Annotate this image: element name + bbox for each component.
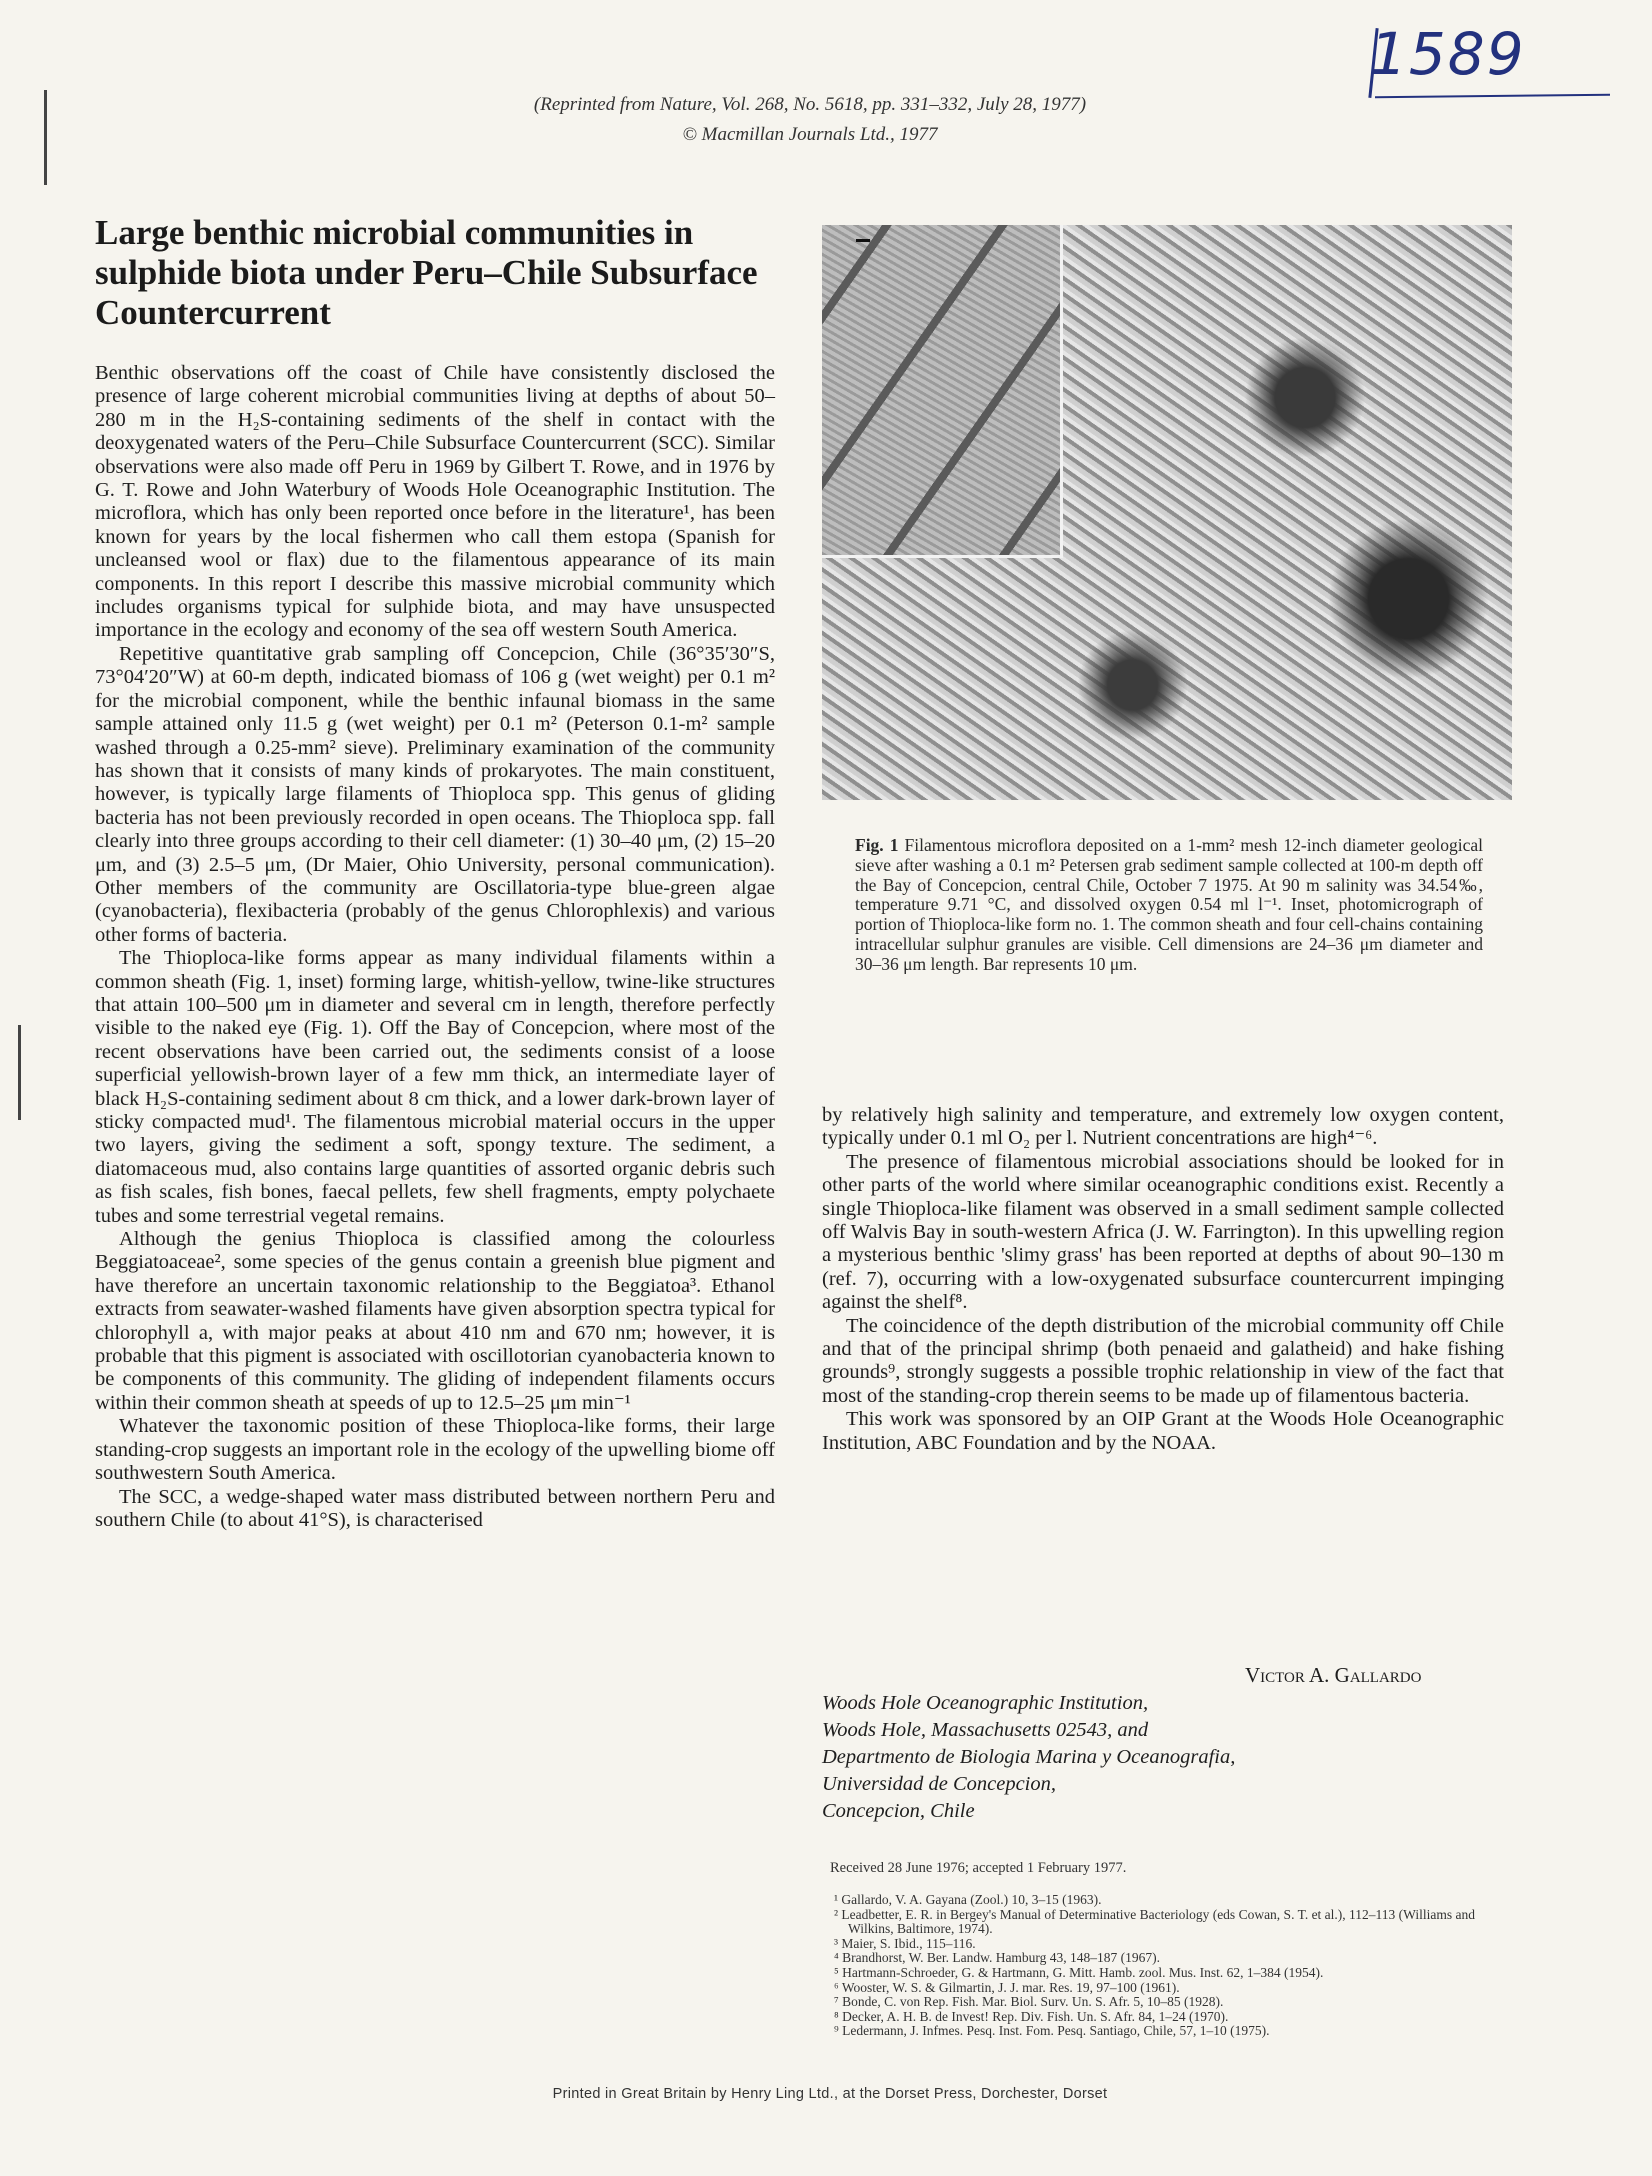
author-affiliation (822, 1690, 1235, 1825)
received-date: Received 28 June 1976; accepted 1 February 1977. (830, 1860, 1127, 1876)
annotation-underline (1375, 94, 1610, 98)
figure-inset-photomicrograph (822, 225, 1063, 558)
paragraph: The Thioploca-like forms appear as many individual filaments within a common sheath (Fig. 1, inset) forming large, whitish-yellow, twine-like structures that attain 100–500 μm in diameter and several cm in length, therefore perfectly visible to the naked eye (Fig. 1). Off the Bay of Concepcion, where most of the recent observations have been carried out, the sediments consist of a loose superficial yellowish-brown layer of a few mm thick, an intermediate layer of black H₂S-containing sediment about 8 cm thick, and a lower dark-brown layer of sticky compacted mud¹. The filamentous microbial material occurs in the upper two layers, giving the sediment a soft, spongy texture. The sediment, a diatomaceous mud, also contains large quantities of assorted organic debris such as fish scales, fish bones, faecal pellets, few shell fragments, empty polychaete tubes and some terrestrial vegetal remains. (95, 947, 775, 1227)
reference-item: ¹ Gallardo, V. A. Gayana (Zool.) 10, 3–15 (1963). (834, 1892, 1102, 1907)
affiliation-line: Departmento de Biologia Marina y Oceanografia, (822, 1746, 1236, 1768)
reprint-line: (Reprinted from Nature, Vol. 268, No. 5618, pp. 331–332, July 28, 1977) (533, 94, 1087, 115)
right-column (822, 1104, 1504, 1455)
paragraph: Although the genius Thioploca is classified among the colourless Beggiatoaceae², some species of the genus contain a greenish blue pigment and have therefore an uncertain taxonomic relationship to the Beggiatoa³. Ethanol extracts from seawater-washed filaments have given absorption spectra typical for chlorophyll a, with major peaks at about 410 nm and 670 nm; however, it is probable that this pigment is associated with oscillotorian cyanobacteria known to be components of this community. The gliding of independent filaments occurs within their common sheath at speeds of up to 12.5–25 μm min⁻¹ (95, 1228, 775, 1414)
paragraph: Repetitive quantitative grab sampling off Concepcion, Chile (36°35′30″S, 73°04′20″W) at 60-m depth, indicated biomass of 106 g (wet weight) per 0.1 m² for the microbial component, while the benthic infaunal biomass in the same sample attained only 11.5 g (wet weight) per 0.1 m² (Peterson 0.1-m² sample washed through a 0.25-mm² sieve). Preliminary examination of the community has shown that it consists of many kinds of prokaryotes. The main constituent, however, is typically large filaments of Thioploca spp. This genus of gliding bacteria has not been previously recorded in open oceans. The Thioploca spp. fall clearly into three groups according to their cell diameter: (1) 30–40 μm, (2) 15–20 μm, and (3) 2.5–5 μm, (Dr Maier, Ohio University, personal communication). Other members of the community are Oscillatoria-type blue-green algae (cyanobacteria), flexibacteria (probably of the genus Chlorophlexis) and various other forms of bacteria. (95, 642, 775, 946)
figure-caption (855, 836, 1483, 975)
reprint-header (300, 90, 1320, 150)
scale-bar (856, 239, 870, 242)
copyright-line: © Macmillan Journals Ltd., 1977 (682, 124, 938, 145)
figure-photograph (822, 225, 1512, 800)
article-title: Large benthic microbial communities in sulphide biota under Peru–Chile Subsurface Countercurrent (95, 213, 758, 332)
reference-item: ⁷ Bonde, C. von Rep. Fish. Mar. Biol. Surv. Un. S. Afr. 5, 10–85 (1928). (834, 1994, 1224, 2010)
affiliation-line: Woods Hole Oceanographic Institution, (822, 1692, 1149, 1714)
printer-imprint: Printed in Great Britain by Henry Ling Ltd., at the Dorset Press, Dorchester, Dorset (552, 2086, 1108, 2102)
paragraph: This work was sponsored by an OIP Grant at the Woods Hole Oceanographic Institution, ABC Foundation and by the NOAA. (822, 1408, 1504, 1454)
paragraph: The coincidence of the depth distribution of the microbial community off Chile and that of the principal shrimp (both penaeid and galatheid) and hake fishing grounds⁹, strongly suggests a possible trophic relationship in view of the fact that most of the standing-crop therein seems to be made up of filamentous bacteria. (822, 1314, 1504, 1407)
paragraph: Whatever the taxonomic position of these Thioploca-like forms, their large standing-crop suggests an important role in the ecology of the upwelling biome off southwestern South America. (95, 1415, 775, 1485)
reference-list (830, 1893, 1510, 2039)
reference-item: ⁴ Brandhorst, W. Ber. Landw. Hamburg 43, 148–187 (1967). (834, 1950, 1161, 1966)
reference-item: ³ Maier, S. Ibid., 115–116. (834, 1935, 976, 1951)
caption-text: Filamentous microflora deposited on a 1-mm² mesh 12-inch diameter geological sieve after washing a 0.1 m² Petersen grab sediment sample collected at 100-m depth off the Bay of Concepcion, central Chile, October 7 1975. At 90 m salinity was 34.54‰, temperature 9.71 °C, and dissolved oxygen 0.54 ml l⁻¹. Inset, photomicrograph of portion of Thioploca-like form no. 1. The common sheath and four cell-chains containing intracellular sulphur granules are visible. Cell dimensions are 24–36 μm diameter and 30–36 μm length. Bar represents 10 μm. (855, 835, 1484, 974)
paragraph: The presence of filamentous microbial associations should be looked for in other parts of the world where similar oceanographic conditions exist. Recently a single Thioploca-like filament was observed in a small sediment sample collected off Walvis Bay in south-western Africa (J. W. Farrington). In this upwelling region a mysterious benthic 'slimy grass' has been reported at depths of about 90–130 m (ref. 7), occurring with a low-oxygenated subsurface countercurrent impinging against the shelf⁸. (822, 1150, 1504, 1314)
margin-mark-middle (18, 1025, 21, 1120)
author-signature: Victor A. Gallardo (1245, 1663, 1422, 1687)
reference-item: ⁹ Ledermann, J. Infmes. Pesq. Inst. Fom. Pesq. Santiago, Chile, 57, 1–10 (1975). (834, 2023, 1270, 2039)
caption-label: Fig. 1 (855, 835, 899, 855)
reference-item: ⁸ Decker, A. H. B. de Invest! Rep. Div. Fish. Un. S. Afr. 84, 1–24 (1970). (834, 2008, 1229, 2024)
reference-item: ⁶ Wooster, W. S. & Gilmartin, J. J. mar. Res. 19, 97–100 (1961). (834, 1979, 1180, 1995)
affiliation-line: Woods Hole, Massachusetts 02543, and (822, 1719, 1149, 1741)
paragraph: Benthic observations off the coast of Chile have consistently disclosed the presence of large coherent microbial communities living at depths of about 50–280 m in the H₂S-containing sediments of the shelf in contact with the deoxygenated waters of the Peru–Chile Subsurface Countercurrent (SCC). Similar observations were also made off Peru in 1969 by Gilbert T. Rowe, and in 1976 by G. T. Rowe and John Waterbury of Woods Hole Oceanographic Institution. The microflora, which has only been reported once before in the literature¹, has been known for years by the local fishermen who call them estopa (Spanish for uncleansed wool or flax) due to the filamentous appearance of its main components. In this report I describe this massive microbial community which includes organisms typical for sulphide biota, and may have unsuspected importance in the ecology and economy of the sea off western South America. (95, 362, 775, 642)
paragraph: by relatively high salinity and temperature, and extremely low oxygen content, typically under 0.1 ml O₂ per l. Nutrient concentrations are high⁴⁻⁶. (822, 1104, 1504, 1150)
handwritten-number: 1589 (1370, 20, 1526, 88)
affiliation-line: Concepcion, Chile (822, 1800, 975, 1822)
left-column (95, 362, 775, 1532)
reference-item: ² Leadbetter, E. R. in Bergey's Manual of Determinative Bacteriology (eds Cowan, S. T. et al.), 112–113 (Williams and Wilkins, Baltimore, 1974). (834, 1906, 1475, 1937)
margin-mark-top (44, 90, 47, 185)
paragraph: The SCC, a wedge-shaped water mass distributed between northern Peru and southern Chile (to about 41°S), is characterised (95, 1485, 775, 1531)
reference-item: ⁵ Hartmann-Schroeder, G. & Hartmann, G. Mitt. Hamb. zool. Mus. Inst. 62, 1–384 (1954). (834, 1964, 1324, 1980)
affiliation-line: Universidad de Concepcion, (822, 1773, 1056, 1795)
